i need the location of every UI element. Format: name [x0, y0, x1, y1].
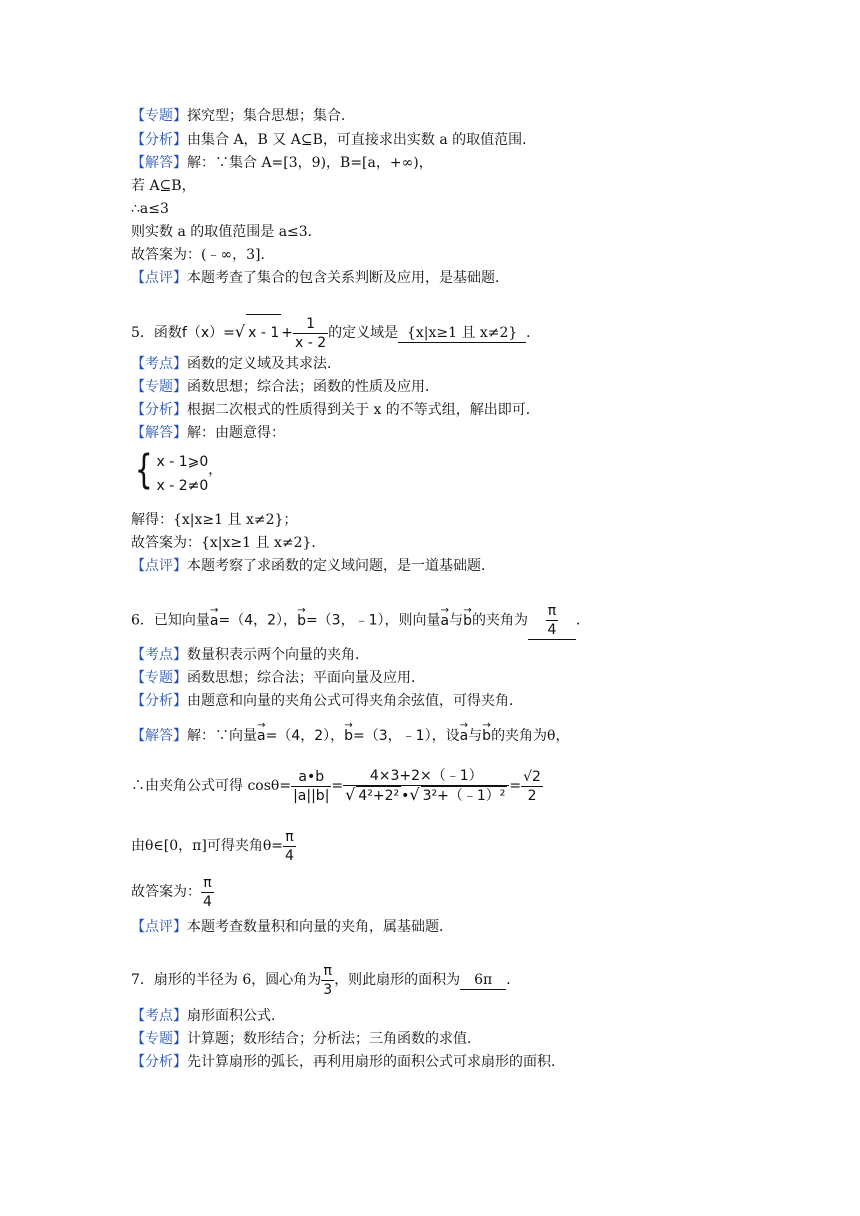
q5-stem: [131, 314, 540, 352]
q5-answer-blank: {x|x≥1 且 x≠2}: [398, 324, 526, 343]
q4-line-4: 故答案为：(﹣∞，3]．: [131, 247, 275, 263]
q5-answer-text: 解：由题意得：: [187, 425, 285, 441]
radical-sign: √: [409, 785, 420, 804]
q6-theta-pre: 由θ∈[0，π]可得夹角θ=: [131, 838, 283, 854]
q6-answer-b-value-short: =（3，﹣1）: [353, 728, 432, 744]
q5-special-line: [131, 377, 439, 397]
q7-angle-num: π: [321, 962, 334, 981]
q4-comment-line: [131, 268, 509, 288]
q6-answer-a-value: =（4，2），: [265, 728, 345, 744]
q6-cos-den-2: √ 4²+2² •√ 3²+（﹣1）²: [345, 785, 506, 804]
tag-special: 【专题】: [131, 670, 187, 686]
q6-cos-line: [131, 764, 543, 808]
tag-point: 【考点】: [131, 647, 187, 663]
q6-final-text: 故答案为：: [131, 884, 201, 900]
q6-answer-pre: 解：∵向量: [187, 728, 257, 744]
q7-point-text: 扇形面积公式．: [187, 1008, 285, 1024]
q6-cos-frac-2: [343, 767, 509, 805]
q6-theta-den: 4: [284, 847, 294, 864]
tag-comment: 【点评】: [131, 558, 187, 574]
q6-cos-num-1: a•b: [291, 768, 331, 787]
q6-analysis-text: 由题意和向量的夹角公式可得夹角余弦值，可得夹角．: [187, 693, 523, 709]
q7-stem-end: ．: [506, 972, 521, 988]
q6-stem-pre: 6．已知向量: [131, 612, 210, 629]
tag-special: 【专题】: [131, 108, 187, 124]
q5-point-text: 函数的定义域及其求法．: [187, 356, 341, 372]
q4-answer-text: 解：∵集合 A=[3，9)，B=[a，+∞)，: [187, 155, 433, 171]
q6-stem-end: ．: [575, 612, 590, 629]
q6-theta-frac: [283, 828, 296, 865]
vector-b: → b: [463, 603, 472, 639]
tag-comment: 【点评】: [131, 270, 187, 286]
q6-eq-1: =: [331, 778, 344, 794]
q6-answer-line: [131, 726, 570, 746]
q5-stem-end: ．: [526, 325, 541, 341]
q7-special-text: 计算题；数形结合；分析法；三角函数的求值．: [187, 1031, 481, 1047]
q5-analysis-text: 根据二次根式的性质得到关于 x 的不等式组，解出即可．: [187, 402, 540, 418]
q7-analysis-text: 先计算扇形的弧长，再利用扇形的面积公式可求扇形的面积．: [187, 1054, 565, 1070]
q6-theta-num: π: [283, 828, 296, 847]
q4-comment-text: 本题考查了集合的包含关系判断及应用，是基础题．: [187, 270, 509, 286]
vector-b: → b: [344, 726, 353, 746]
q6-ans-den: 4: [547, 622, 557, 638]
q7-stem: [131, 960, 520, 1000]
vector-a: → a: [210, 603, 219, 639]
q5-frac-num: 1: [293, 315, 328, 334]
q6-special-line: [131, 668, 425, 688]
vector-a: → a: [257, 726, 266, 746]
q6-cos-result: [521, 768, 543, 805]
q6-cos-den-1: |a||b|: [293, 787, 330, 804]
q6-analysis-line: [131, 691, 523, 711]
q5-analysis-line: [131, 400, 540, 420]
q5-stem-pre: 5．函数: [131, 325, 182, 341]
tag-analysis: 【分析】: [131, 402, 187, 418]
q7-answer-blank: 6π: [460, 971, 506, 990]
q5-answer-line: [131, 423, 285, 443]
q5-frac-den: x - 2: [294, 334, 327, 351]
q5-plus: +: [281, 325, 293, 341]
tag-answer: 【解答】: [131, 155, 187, 171]
tag-answer: 【解答】: [131, 728, 187, 744]
tag-analysis: 【分析】: [131, 132, 187, 148]
q5-fraction: [293, 315, 328, 352]
q5-system-row-2: x - 2≠0: [156, 478, 209, 494]
tag-analysis: 【分析】: [131, 1054, 187, 1070]
q5-fx: f（x）=: [181, 325, 235, 341]
q4-line-2: ∴a≤3: [131, 201, 169, 217]
q6-comment-line: [131, 917, 453, 937]
q6-comment-text: 本题考查数量积和向量的夹角，属基础题．: [187, 919, 453, 935]
q6-cos-pre: ∴由夹角公式可得 cosθ=: [131, 778, 292, 794]
q6-special-text: 函数思想；综合法；平面向量及应用．: [187, 670, 425, 686]
tag-answer: 【解答】: [131, 425, 187, 441]
q4-analysis-line: [131, 130, 536, 150]
q6-eq-2: =: [509, 778, 522, 794]
q6-final-den: 4: [203, 893, 212, 910]
radical-sign: √: [345, 785, 356, 804]
vector-b: → b: [297, 603, 306, 639]
q6-cos-res-den: 2: [527, 787, 537, 804]
q6-b-value: =（3，﹣1），则向量: [305, 612, 441, 629]
q6-with: 与: [468, 728, 483, 744]
q4-answer-line: [131, 153, 433, 173]
q6-with: 与: [449, 612, 464, 629]
q4-special-line: [131, 106, 355, 126]
q6-answer-fraction: [546, 602, 559, 639]
q7-point-line: [131, 1006, 285, 1026]
q6-cos-num-2: 4×3+2×（﹣1）: [343, 767, 509, 786]
q6-answer-mid: ，设: [431, 728, 460, 744]
q6-a-value: =（4，2），: [218, 612, 298, 629]
q6-cos-den-2b: 3²+（﹣1）²: [422, 788, 506, 804]
q6-stem: [131, 602, 590, 640]
q7-angle-den: 3: [323, 981, 333, 998]
q6-cos-res-num: √2: [523, 768, 541, 785]
q6-answer-end: 的夹角为θ，: [491, 728, 570, 744]
q5-comment-line: [131, 556, 495, 576]
system-brace: {: [134, 447, 153, 493]
q6-ans-num: π: [546, 602, 559, 621]
q6-final-line: [131, 872, 214, 912]
q6-answer-blank: [528, 602, 576, 640]
q4-analysis-text: 由集合 A，B 又 A⊆B，可直接求出实数 a 的取值范围．: [187, 132, 537, 148]
radical-sign: √: [234, 322, 246, 341]
q7-special-line: [131, 1029, 481, 1049]
q4-line-1: 若 A⊆B，: [131, 178, 196, 194]
q5-point-line: [131, 354, 341, 374]
q7-analysis-line: [131, 1052, 565, 1072]
q5-system-rows: [156, 450, 208, 498]
vector-b: → b: [482, 726, 491, 746]
q6-final-frac: [201, 874, 214, 911]
tag-point: 【考点】: [131, 356, 187, 372]
q5-inequality-system: [131, 447, 223, 500]
q5-stem-mid: 的定义域是: [328, 325, 399, 341]
q7-stem-mid: ，则此扇形的面积为: [334, 972, 461, 988]
tag-analysis: 【分析】: [131, 693, 187, 709]
q5-sqrt-content: x - 1: [246, 314, 281, 351]
vector-a: → a: [441, 603, 450, 639]
q6-final-num: π: [201, 874, 214, 893]
tag-point: 【考点】: [131, 1008, 187, 1024]
q5-system-row-1: x - 1⩾0: [156, 454, 209, 470]
q6-theta-line: [131, 826, 296, 866]
tag-special: 【专题】: [131, 1031, 187, 1047]
q6-stem-mid: 的夹角为: [471, 612, 528, 629]
vector-a: → a: [460, 726, 469, 746]
q4-special-text: 探究型；集合思想；集合．: [187, 108, 355, 124]
q6-cos-den-2a: 4²+2²: [358, 788, 400, 804]
q4-line-3: 则实数 a 的取值范围是 a≤3．: [131, 224, 322, 240]
tag-special: 【专题】: [131, 379, 187, 395]
q6-point-text: 数量积表示两个向量的夹角．: [187, 647, 369, 663]
q5-comment-text: 本题考察了求函数的定义域问题，是一道基础题．: [187, 558, 495, 574]
q5-solution-line: 解得：{x|x≥1 且 x≠2}；: [131, 512, 298, 528]
q5-special-text: 函数思想；综合法；函数的性质及应用．: [187, 379, 439, 395]
q7-stem-pre: 7．扇形的半径为 6，圆心角为: [131, 972, 322, 988]
tag-comment: 【点评】: [131, 919, 187, 935]
q6-point-line: [131, 645, 369, 665]
q7-angle-frac: [321, 962, 334, 999]
q5-system-end: ，: [208, 462, 223, 478]
q5-final-line: 故答案为：{x|x≥1 且 x≠2}．: [131, 535, 326, 551]
q6-cos-frac-1: [291, 768, 331, 805]
